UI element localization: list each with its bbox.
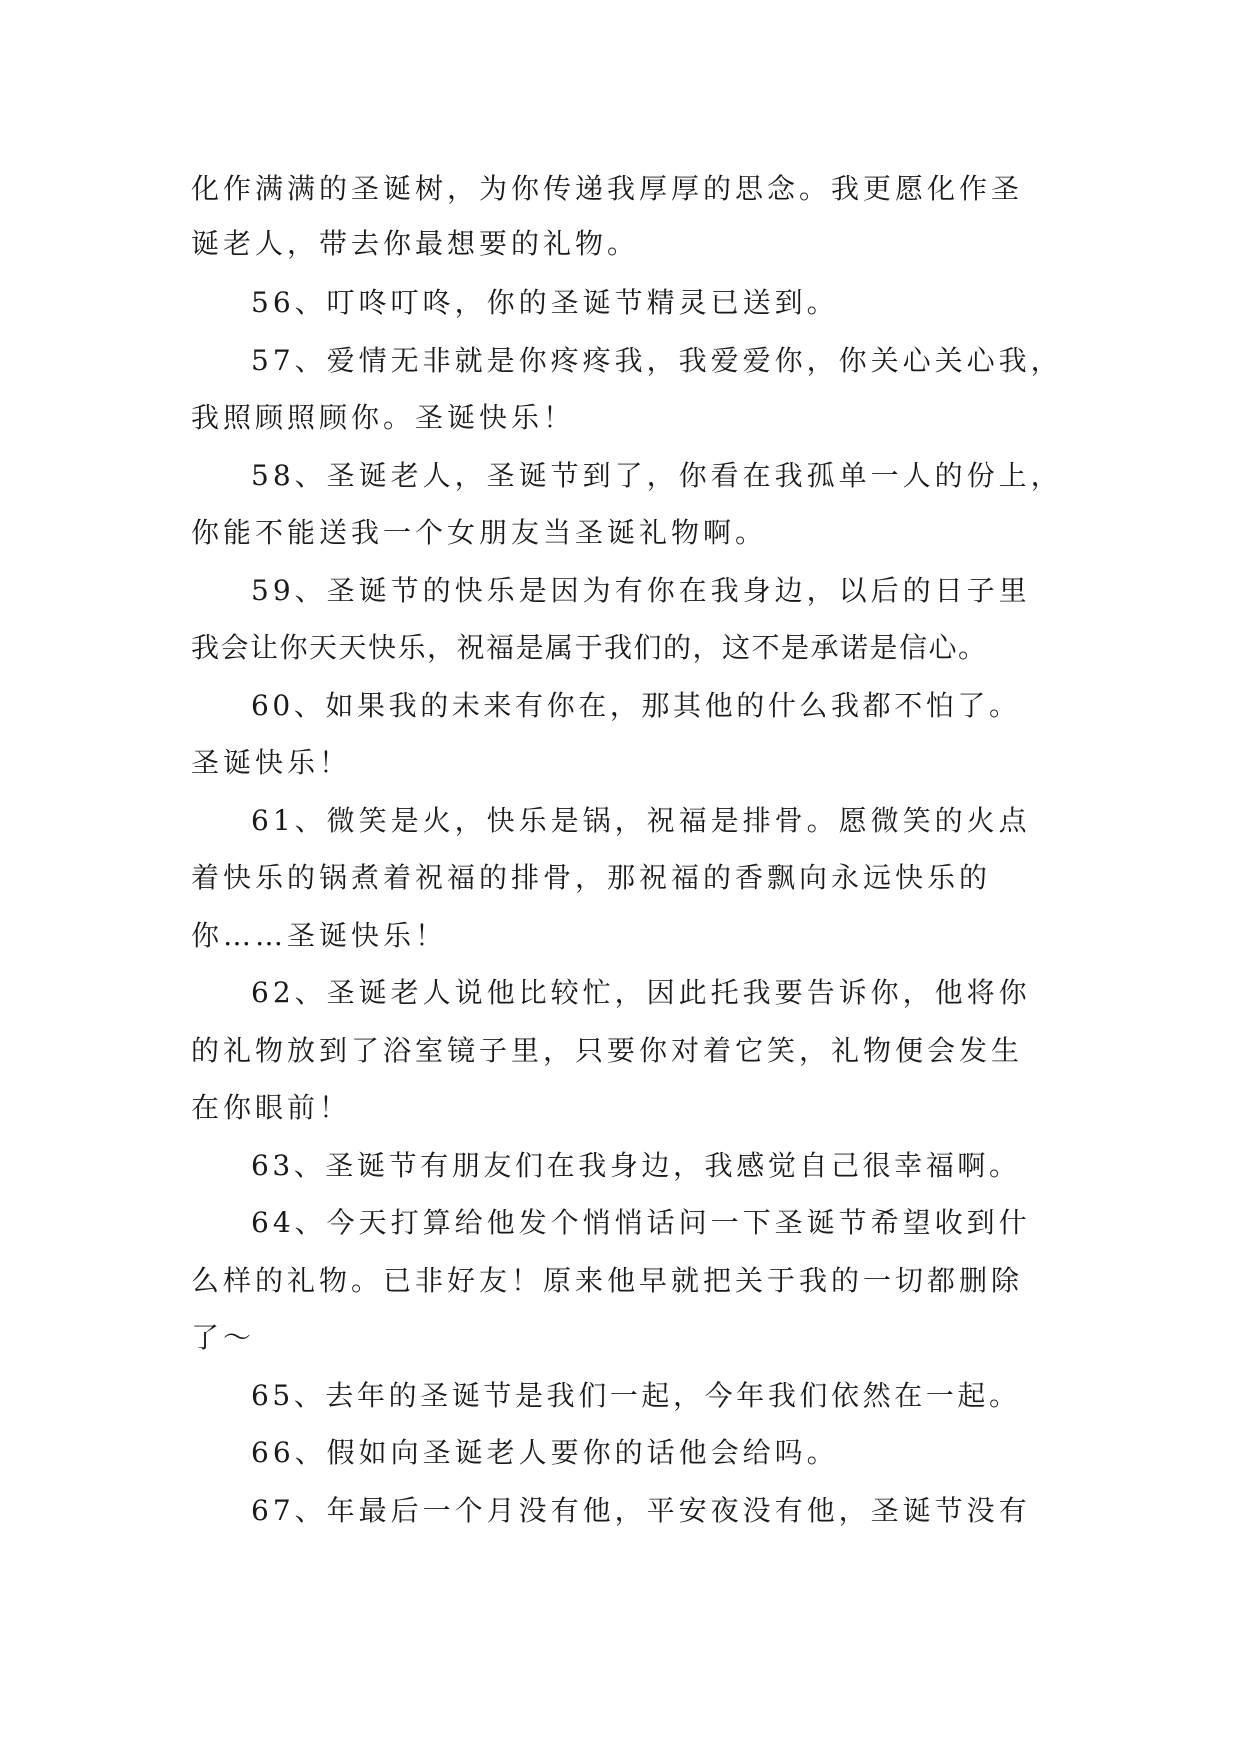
text-line: 在你眼前！: [191, 1091, 352, 1124]
text-line: 你……圣诞快乐！: [191, 919, 448, 952]
list-item-64: 64、今天打算给他发个悄悄话问一下圣诞节希望收到什: [251, 1206, 1031, 1239]
text-line: 诞老人，带去你最想要的礼物。: [191, 227, 640, 260]
list-item-61: 61、微笑是火，快乐是锅，祝福是排骨。愿微笑的火点: [251, 804, 1031, 837]
text-line: 么样的礼物。已非好友！原来他早就把关于我的一切都删除: [191, 1264, 1024, 1297]
list-item-63: 63、圣诞节有朋友们在我身边，我感觉自己很幸福啊。: [251, 1149, 1021, 1182]
list-item-62: 62、圣诞老人说他比较忙，因此托我要告诉你，他将你: [251, 976, 1031, 1009]
text-line: 圣诞快乐！: [191, 746, 352, 779]
list-item-58: 58、圣诞老人，圣诞节到了，你看在我孤单一人的份上，: [251, 459, 1063, 492]
text-line: 着快乐的锅煮着祝福的排骨，那祝福的香飘向永远快乐的: [191, 861, 992, 894]
list-item-56: 56、叮咚叮咚，你的圣诞节精灵已送到。: [251, 286, 839, 319]
list-item-66: 66、假如向圣诞老人要你的话他会给吗。: [251, 1436, 839, 1469]
text-line: 的礼物放到了浴室镜子里，只要你对着它笑，礼物便会发生: [191, 1034, 1024, 1067]
text-line: 化作满满的圣诞树，为你传递我厚厚的思念。我更愿化作圣: [191, 172, 1024, 205]
list-item-59: 59、圣诞节的快乐是因为有你在我身边，以后的日子里: [251, 574, 1031, 607]
text-line: 了～: [191, 1321, 256, 1354]
list-item-65: 65、去年的圣诞节是我们一起，今年我们依然在一起。: [251, 1379, 1021, 1412]
text-line: 我照顾照顾你。圣诞快乐！: [191, 401, 576, 434]
list-item-60: 60、如果我的未来有你在，那其他的什么我都不怕了。: [251, 689, 1021, 722]
text-line: 我会让你天天快乐，祝福是属于我们的，这不是承诺是信心。: [191, 631, 988, 664]
list-item-57: 57、爱情无非就是你疼疼我，我爱爱你，你关心关心我，: [251, 344, 1063, 377]
list-item-67: 67、年最后一个月没有他，平安夜没有他，圣诞节没有: [251, 1494, 1031, 1527]
text-line: 你能不能送我一个女朋友当圣诞礼物啊。: [191, 516, 768, 549]
